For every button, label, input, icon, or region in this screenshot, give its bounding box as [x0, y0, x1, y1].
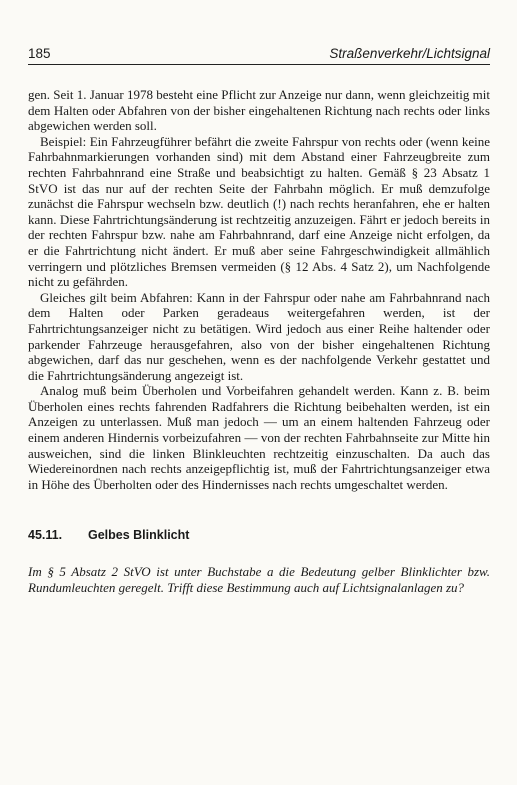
paragraph: gen. Seit 1. Januar 1978 besteht eine Pflicht zur Anzeige nur dann, wenn gleichzeitig mit dem Halten oder Abfahren von der bisher eingehaltenen Richtung nach rechts oder links abgewichen werden soll. [28, 87, 490, 134]
page-header [28, 46, 490, 65]
paragraph: Analog muß beim Überholen und Vorbeifahren gehandelt werden. Kann z. B. beim Überholen eines rechts fahrenden Radfahrers die Richtung beibehalten werden, ist ein Anzeigen zu unterlassen. Muß man jedoch — um an einem haltenden Fahrzeug oder einem anderen Hindernis vorbeizufahren — von der rechten Fahrbahnseite zur Mitte hin ausweichen, sind die linken Blinkleuchten rechtzeitig einzuschalten. Da auch das Wiedereinordnen nach rechts anzeigepflichtig ist, muß der Fahrtrichtungsanzeiger etwa in Höhe des Überholten oder des Hindernisses nach rechts umgeschaltet werden. [28, 383, 490, 492]
paragraph: Beispiel: Ein Fahrzeugführer befährt die zweite Fahrspur von rechts oder (wenn keine Fahrbahnmarkierungen vorhanden sind) mit dem Abstand einer Fahrzeugbreite zum rechten Fahrbahnrand eine Straße und beabsichtigt zu halten. Gemäß § 23 Absatz 1 StVO ist das nur auf der rechten Seite der Fahrbahn möglich. Er muß demzufolge zunächst die Fahrspur wechseln bzw. deutlich (!) nach rechts heranfahren, ehe er halten kann. Diese Fahrtrichtungsänderung ist rechtzeitig anzuzeigen. Fährt er jedoch bereits in der rechten Fahrspur bzw. nahe am Fahrbahnrand, darf eine Anzeige nicht erfolgen, da er die Fahrtrichtung nicht ändert. Er muß aber seine Fahrgeschwindigkeit allmählich verringern und plötzliches Bremsen vermeiden (§ 12 Abs. 4 Satz 2), um Nachfolgende nicht zu gefährden. [28, 133, 490, 290]
section-title: Gelbes Blinklicht [88, 528, 190, 543]
paragraph: Gleiches gilt beim Abfahren: Kann in der Fahrspur oder nahe am Fahrbahnrand nach dem Halten oder Parken geradeaus weitergefahren werden, ist der Fahrtrichtungsanzeiger nicht zu betätigen. Wird jedoch aus einer Reihe haltender oder parkender Fahrzeuge herausgefahren, also von der bisher eingehaltenen Richtung abgewichen, darf das nur geschehen, wenn es der nachfolgende Verkehr gestattet und die Fahrtrichtungsänderung angezeigt ist. [28, 289, 490, 383]
section-number: 45.11. [28, 528, 63, 543]
running-title: Straßenverkehr/Lichtsignal [329, 46, 490, 61]
question-block [28, 564, 490, 596]
question-text: Im § 5 Absatz 2 StVO ist unter Buchstabe a die Bedeutung gelber Blinklichter bzw. Rundumleuchten geregelt. Trifft diese Bestimmung auch auf Lichtsignalanlagen zu? [28, 564, 490, 596]
section-heading [28, 528, 490, 542]
book-page [28, 46, 490, 596]
body-text [28, 87, 490, 492]
page-number: 185 [28, 46, 51, 61]
